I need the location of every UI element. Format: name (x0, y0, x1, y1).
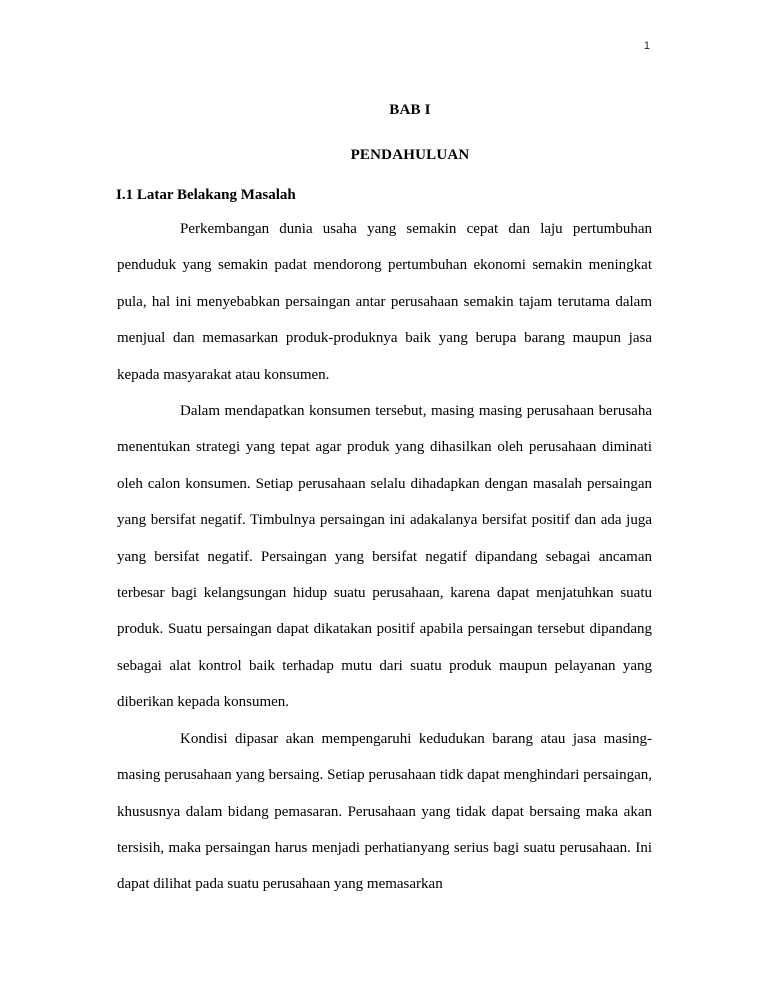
paragraph: Perkembangan dunia usaha yang semakin cepat dan laju pertumbuhan penduduk yang semakin padat mendorong pertumbuhan ekonomi semakin meningkat pula, hal ini menyebabkan persaingan antar perusahaan semakin tajam terutama dalam menjual dan memasarkan produk-produknya baik yang berupa barang maupun jasa kepada masyarakat atau konsumen. (117, 221, 652, 383)
body-text (117, 211, 652, 903)
section-heading: I.1 Latar Belakang Masalah (116, 187, 296, 203)
chapter-label: BAB I (389, 102, 431, 118)
paragraph: Kondisi dipasar akan mempengaruhi kedudukan barang atau jasa masing-masing perusahaan yang bersaing. Setiap perusahaan tidk dapat menghindari persaingan, khususnya dalam bidang pemasaran. Perusahaan yang tidak dapat bersaing maka akan tersisih, maka persaingan harus menjadi perhatianyang serius bagi suatu perusahaan. Ini dapat dilihat pada suatu perusahaan yang memasarkan (117, 730, 652, 893)
page-number: 1 (643, 40, 650, 52)
chapter-title: PENDAHULUAN (350, 147, 470, 163)
paragraph: Dalam mendapatkan konsumen tersebut, masing masing perusahaan berusaha menentukan strategi yang tepat agar produk yang dihasilkan oleh perusahaan diminati oleh calon konsumen. Setiap perusahaan selalu dihadapkan dengan masalah persaingan yang bersifat negatif. Timbulnya persaingan ini adakalanya bersifat positif dan ada juga yang bersifat negatif. Persaingan yang bersifat negatif dipandang sebagai ancaman terbesar bagi kelangsungan hidup suatu perusahaan, karena dapat menjatuhkan suatu produk. Suatu persaingan dapat dikatakan positif apabila persaingan tersebut dipandang sebagai alat kontrol baik terhadap mutu dari suatu produk maupun pelayanan yang diberikan kepada konsumen. (117, 403, 652, 711)
